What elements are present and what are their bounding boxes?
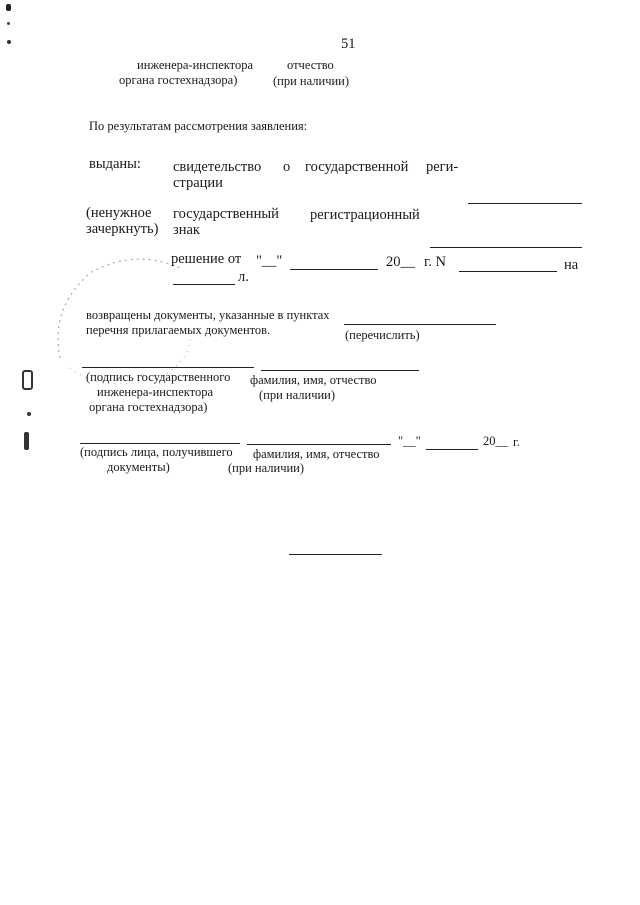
inspector-name-line [261, 370, 419, 371]
returned-items-blank [344, 324, 496, 325]
inspector-caption-line1: инженера-инспектора [137, 58, 254, 72]
returned-line1: возвращены документы, указанные в пунктах [86, 308, 330, 322]
plate-word-1: государственный [173, 206, 279, 222]
decision-sheets-blank [173, 284, 235, 285]
certificate-line2: страции [173, 175, 223, 191]
inspector-caption-line2: органа гостехнадзора) [119, 73, 238, 87]
plate-blank-line [430, 247, 582, 248]
decision-date-quote: "__" [256, 253, 283, 269]
closing-rule [289, 554, 382, 555]
recipient-signature-caption-line1: (подпись лица, получившего [80, 445, 233, 459]
inspector-name-caption-line1: фамилия, имя, отчество [250, 373, 377, 387]
decision-number-blank [459, 271, 557, 272]
recipient-signature-caption-line2: документы) [107, 460, 170, 474]
recipient-signature-line [80, 443, 240, 444]
patronymic-caption-line1: отчество [287, 58, 334, 72]
inspector-name-caption-line2: (при наличии) [259, 388, 336, 402]
plate-line2: знак [173, 222, 200, 238]
scan-mark-clip [22, 370, 33, 390]
decision-year: 20__ [386, 254, 415, 270]
scan-mark-dot [27, 412, 31, 416]
recipient-date-blank [426, 449, 478, 450]
issued-label: выданы: [89, 156, 141, 172]
certificate-word-4: реги- [426, 159, 459, 175]
strike-note-line1: (ненужное [86, 205, 152, 221]
decision-sheets: л. [238, 269, 249, 285]
decision-number-label: г. N [424, 254, 447, 270]
recipient-name-caption-line1: фамилия, имя, отчество [253, 447, 380, 461]
inspector-signature-caption-line2: инженера-инспектора [97, 385, 214, 399]
certificate-word-2: о [283, 159, 291, 175]
review-result-text: По результатам рассмотрения заявления: [89, 119, 308, 133]
returned-line2: перечня прилагаемых документов. [86, 323, 271, 337]
inspector-signature-caption-line1: (подпись государственного [86, 370, 231, 384]
patronymic-caption-line2: (при наличии) [273, 74, 350, 88]
scan-mark-top [6, 4, 11, 11]
scan-mark-dot [7, 22, 10, 25]
recipient-year-suffix: г. [513, 435, 520, 449]
decision-start: решение от [171, 251, 242, 267]
decision-on: на [564, 257, 579, 273]
recipient-name-caption-line2: (при наличии) [228, 461, 305, 475]
scan-mark-clip [24, 432, 29, 450]
scan-mark-dot [7, 40, 11, 44]
strike-note-line2: зачеркнуть) [86, 221, 159, 237]
decision-date-blank [290, 269, 378, 270]
certificate-blank-line [468, 203, 582, 204]
recipient-date-quote: "__" [398, 434, 421, 448]
returned-list-hint: (перечислить) [345, 328, 420, 342]
recipient-year: 20__ [483, 434, 508, 448]
plate-word-2: регистрационный [310, 207, 420, 223]
certificate-word-3: государственной [305, 159, 409, 175]
recipient-name-line [247, 444, 391, 445]
inspector-signature-caption-line3: органа гостехнадзора) [89, 400, 208, 414]
inspector-signature-line [82, 367, 254, 368]
page-number: 51 [341, 36, 356, 52]
certificate-word-1: свидетельство [173, 159, 262, 175]
